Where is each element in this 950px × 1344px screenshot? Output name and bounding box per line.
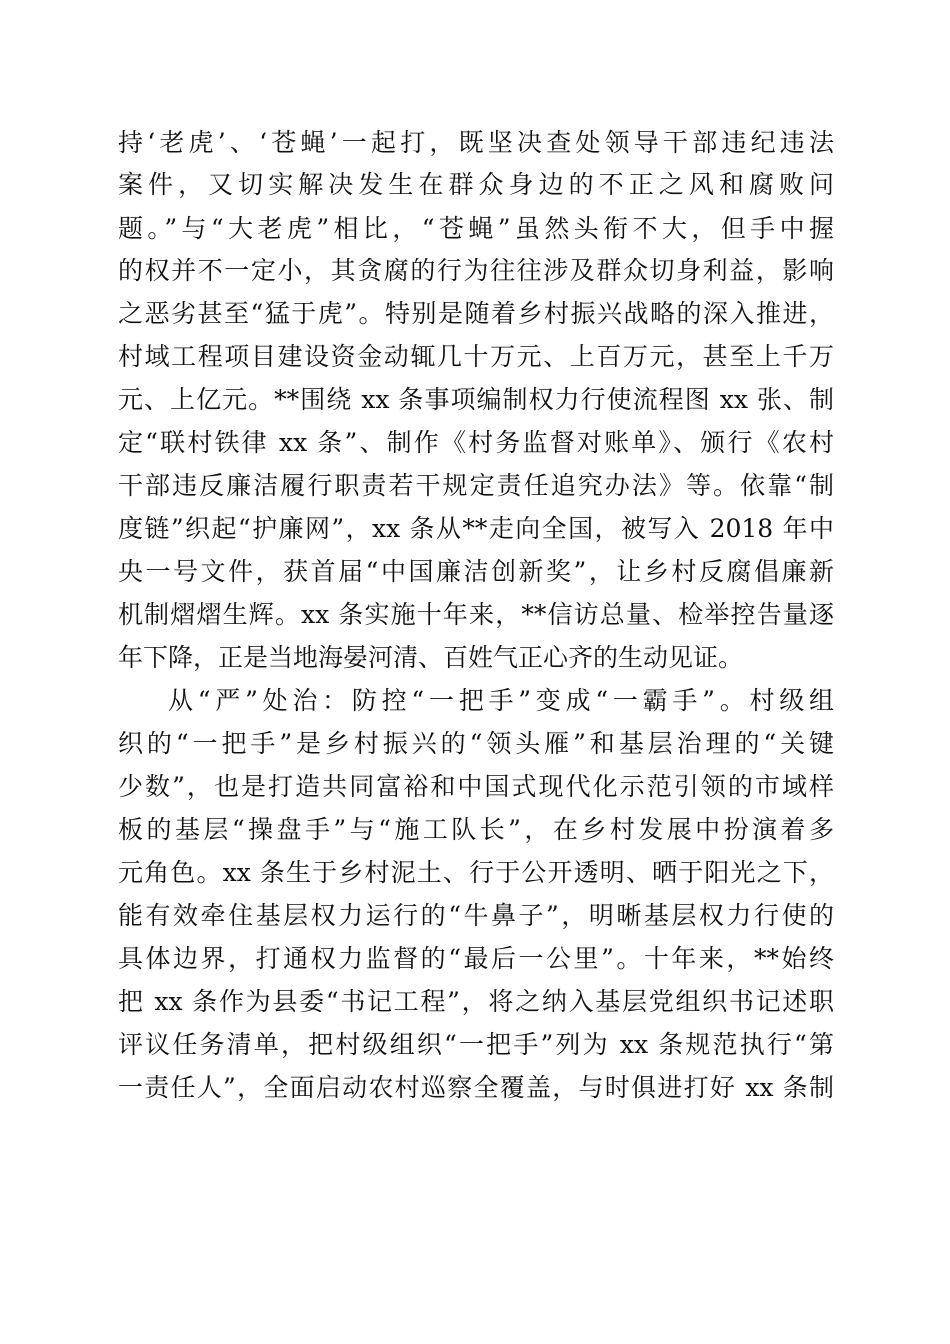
paragraph-2-line-3: 少数”，也是打造共同富裕和中国式现代化示范引领的市域样 xyxy=(118,772,834,801)
paragraph-1-line-1: 持‘老虎’、‘苍蝇’一起打，既坚决查处领导干部违纪违法 xyxy=(118,128,834,157)
paragraph-2-line-8: 把 xx 条作为县委“书记工程”，将之纳入基层党组织书记述职 xyxy=(118,987,834,1016)
paragraph-1-line-6: 村域工程项目建设资金动辄几十万元、上百万元，甚至上千万 xyxy=(118,342,834,371)
paragraph-2-line-1: 从“严”处治：防控“一把手”变成“一霸手”。村级组 xyxy=(168,686,834,715)
paragraph-1-line-10: 度链”织起“护廉网”，xx 条从**走向全国，被写入 2018 年中 xyxy=(118,514,834,543)
paragraph-1-line-4: 的权并不一定小，其贪腐的行为往往涉及群众切身利益，影响 xyxy=(118,256,834,285)
paragraph-1-line-9: 干部违反廉洁履行职责若干规定责任追究办法》等。依靠“制 xyxy=(118,471,834,500)
paragraph-1-line-5: 之恶劣甚至“猛于虎”。特别是随着乡村振兴战略的深入推进， xyxy=(118,299,834,328)
paragraph-1-line-2: 案件，又切实解决发生在群众身边的不正之风和腐败问 xyxy=(118,170,834,199)
paragraph-2-line-2: 织的“一把手”是乡村振兴的“领头雁”和基层治理的“关键 xyxy=(118,729,834,758)
paragraph-1-line-12: 机制熠熠生辉。xx 条实施十年来，**信访总量、检举控告量逐 xyxy=(118,600,834,629)
paragraph-2-line-4: 板的基层“操盘手”与“施工队长”，在乡村发展中扮演着多 xyxy=(118,815,834,844)
paragraph-1-line-11: 央一号文件，获首届“中国廉洁创新奖”，让乡村反腐倡廉新 xyxy=(118,557,834,586)
paragraph-1-line-8: 定“联村铁律 xx 条”、制作《村务监督对账单》、颁行《农村 xyxy=(118,428,834,457)
paragraph-2-line-5: 元角色。xx 条生于乡村泥土、行于公开透明、晒于阳光之下， xyxy=(118,858,834,887)
paragraph-2-line-10: 一责任人”，全面启动农村巡察全覆盖，与时俱进打好 xx 条制 xyxy=(118,1073,834,1102)
paragraph-2-line-6: 能有效牵住基层权力运行的“牛鼻子”，明晰基层权力行使的 xyxy=(118,901,834,930)
paragraph-2-line-7: 具体边界，打通权力监督的“最后一公里”。十年来，**始终 xyxy=(118,944,834,973)
paragraph-1-line-13: 年下降，正是当地海晏河清、百姓气正心齐的生动见证。 xyxy=(118,643,744,672)
paragraph-1-line-7: 元、上亿元。**围绕 xx 条事项编制权力行使流程图 xx 张、制 xyxy=(118,385,834,414)
paragraph-2-line-9: 评议任务清单，把村级组织“一把手”列为 xx 条规范执行“第 xyxy=(118,1030,834,1059)
paragraph-1-line-3: 题。”与“大老虎”相比，“苍蝇”虽然头衔不大，但手中握 xyxy=(118,214,834,243)
